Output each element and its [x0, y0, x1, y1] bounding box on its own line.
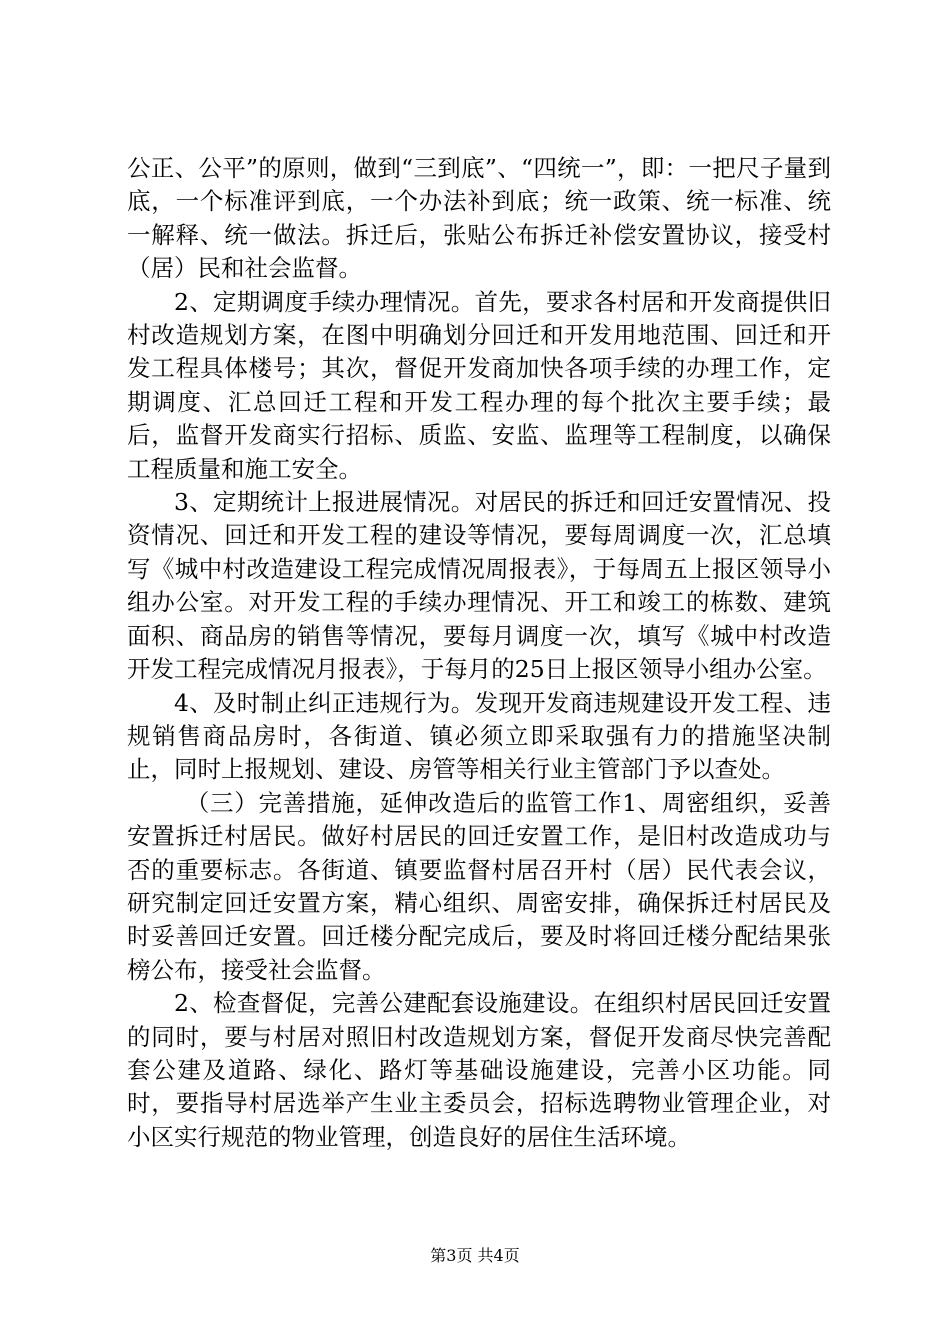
page-number-footer: 第3页 共4页	[430, 1246, 520, 1265]
paragraph-facilities: 2、检查督促，完善公建配套设施建设。在组织村居民回迁安置的同时，要与村居对照旧村改造规划方案，督促开发商尽快完善配套公建及道路、绿化、路灯等基础设施建设，完善小区功能。同时，要指导村居选举产生业主委员会，招标选聘物业管理企业，对小区实行规范的物业管理，创造良好的居住生活环境。	[127, 989, 831, 1151]
paragraph-section-three: （三）完善措施，延伸改造后的监管工作1、周密组织，妥善安置拆迁村居民。做好村居民的回迁安置工作，是旧村改造成功与否的重要标志。各街道、镇要监督村居召开村（居）民代表会议，研究制定回迁安置方案，精心组织、周密安排，确保拆迁村居民及时妥善回迁安置。回迁楼分配完成后，要及时将回迁楼分配结果张榜公布，接受社会监督。	[127, 788, 831, 984]
paragraph-violations: 4、及时制止纠正违规行为。发现开发商违规建设开发工程、违规销售商品房时，各街道、镇必须立即采取强有力的措施坚决制止，同时上报规划、建设、房管等相关行业主管部门予以查处。	[127, 688, 831, 784]
document-body	[127, 152, 831, 1154]
paragraph-principles: 公正、公平”的原则，做到“三到底”、“四统一”，即：一把尺子量到底，一个标准评到底，一个办法补到底；统一政策、统一标准、统一解释、统一做法。拆迁后，张贴公布拆迁补偿安置协议，接受村（居）民和社会监督。	[127, 154, 831, 283]
paragraph-procedures: 2、定期调度手续办理情况。首先，要求各村居和开发商提供旧村改造规划方案，在图中明确划分回迁和开发用地范围、回迁和开发工程具体楼号；其次，督促开发商加快各项手续的办理工作，定期调度、汇总回迁工程和开发工程办理的每个批次主要手续；最后，监督开发商实行招标、质监、安监、监理等工程制度，以确保工程质量和施工安全。	[127, 287, 831, 483]
paragraph-progress-report: 3、定期统计上报进展情况。对居民的拆迁和回迁安置情况、投资情况、回迁和开发工程的建设等情况，要每周调度一次，汇总填写《城中村改造建设工程完成情况周报表》，于每周五上报区领导小组办公室。对开发工程的手续办理情况、开工和竣工的栋数、建筑面积、商品房的销售等情况，要每月调度一次，填写《城中村改造开发工程完成情况月报表》，于每月的25日上报区领导小组办公室。	[127, 488, 831, 684]
